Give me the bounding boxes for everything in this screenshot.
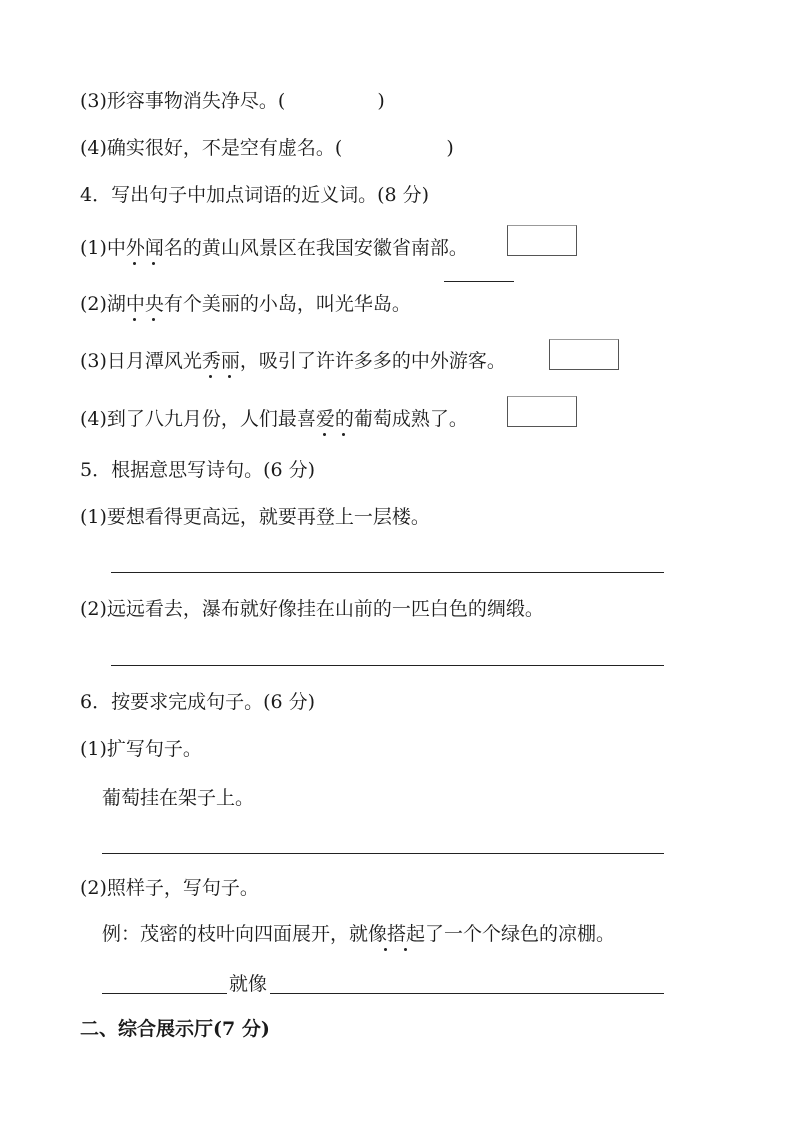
question-5-item-1: (1)要想看得更高远，就要再登上一层楼。 [80,506,430,528]
question-3-3-text: (3)形容事物消失净尽。( [80,90,286,112]
question-3-4-close: ) [446,137,454,159]
emphasis-dot [342,433,345,436]
emphasis-dot [209,375,212,378]
question-6-title: 6．按要求完成句子。(6 分) [80,691,316,713]
answer-line-5-1[interactable] [111,572,664,573]
emphasis-dot [323,433,326,436]
answer-box-4-1[interactable] [507,225,577,256]
question-3-4-text: (4)确实很好，不是空有虚名。( [80,137,343,159]
answer-line-6-2-b[interactable] [270,993,664,994]
emphasis-dot [133,318,136,321]
section-2-title: 二、综合展示厅(7 分) [80,1018,270,1040]
question-6-expand-sentence: 葡萄挂在架子上。 [102,787,255,809]
emphasis-dot [152,262,155,265]
answer-box-4-3[interactable] [549,339,619,370]
question-4-item-3: (3)日月潭风光秀丽，吸引了许许多多的中外游客。 [80,350,506,372]
question-3-3-close: ) [377,90,385,112]
question-6-example: 例：茂密的枝叶向四面展开，就像搭起了一个个绿色的凉棚。 [102,923,616,945]
question-3-3 [80,89,385,113]
fill-word: 就像 [229,973,268,995]
question-4-item-1: (1)中外闻名的黄山风景区在我国安徽省南部。 [80,237,468,259]
question-6-expand-label: (1)扩写句子。 [80,738,202,760]
emphasis-dot [133,262,136,265]
answer-line-5-2[interactable] [111,665,664,666]
answer-line-6-1[interactable] [102,853,664,854]
answer-line-6-2-a[interactable] [102,993,227,994]
answer-line-4-2[interactable] [444,281,514,282]
question-6-imitate-label: (2)照样子，写句子。 [80,877,259,899]
answer-box-4-4[interactable] [507,396,577,427]
emphasis-dot [384,948,387,951]
question-5-item-2: (2)远远看去，瀑布就好像挂在山前的一匹白色的绸缎。 [80,598,544,620]
emphasis-dot [404,948,407,951]
emphasis-dot [228,375,231,378]
emphasis-dot [152,318,155,321]
question-3-4 [80,136,454,160]
question-4-item-2: (2)湖中央有个美丽的小岛，叫光华岛。 [80,293,411,315]
question-4-title: 4．写出句子中加点词语的近义词。(8 分) [80,184,430,206]
question-5-title: 5．根据意思写诗句。(6 分) [80,459,316,481]
question-4-item-4: (4)到了八九月份，人们最喜爱的葡萄成熟了。 [80,408,468,430]
